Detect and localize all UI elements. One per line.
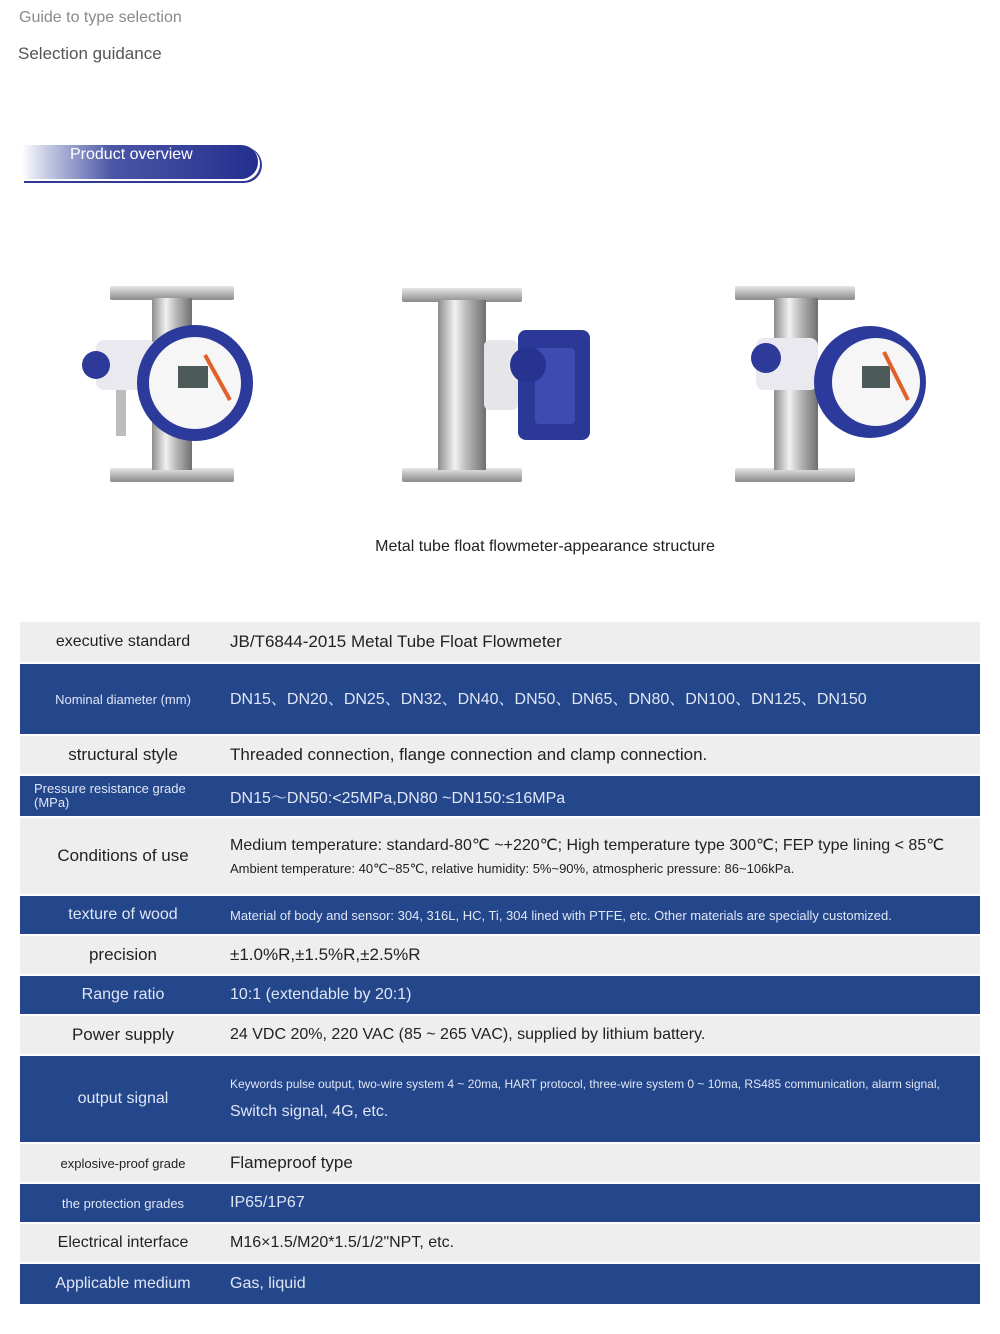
spec-row-range: [20, 976, 980, 1016]
figure-caption: Metal tube float flowmeter-appearance structure: [375, 538, 715, 555]
flowmeter-images: [0, 270, 1000, 500]
spec-row-precision: [20, 936, 980, 976]
spec-key: Power supply: [71, 1025, 175, 1044]
spec-row-diameter: [20, 664, 980, 736]
spec-key: output signal: [77, 1090, 169, 1107]
spec-key: texture of wood: [68, 906, 178, 923]
spec-value: DN15～DN50:<25MPa,DN80 ~DN150:≤16MPa: [230, 789, 566, 807]
spec-value: Keywords pulse output, two-wire system 4 ~ 20ma, HART protocol, three-wire system 0 ~ 10ma, RS485 communication, alarm signal,: [230, 1077, 940, 1091]
flowmeter-front-view: [82, 286, 253, 482]
spec-value-group: [212, 1077, 980, 1121]
spec-key: precision: [88, 945, 158, 964]
spec-value: Flameproof type: [230, 1153, 353, 1172]
spec-row-interface: [20, 1224, 980, 1264]
spec-key: Range ratio: [81, 986, 165, 1003]
spec-row-explosion: [20, 1144, 980, 1184]
spec-row-conditions: [20, 818, 980, 896]
flowmeter-side-view: [402, 288, 590, 482]
spec-value: IP65/1P67: [230, 1194, 305, 1211]
product-overview-tab: [22, 145, 258, 179]
spec-value: M16×1.5/M20*1.5/1/2"NPT, etc.: [230, 1234, 455, 1251]
spec-row-output: [20, 1056, 980, 1144]
spec-key: Electrical interface: [57, 1234, 189, 1251]
spec-value: 24 VDC 20%, 220 VAC (85 ~ 265 VAC), supplied by lithium battery.: [230, 1026, 706, 1043]
spec-table: [20, 622, 980, 1306]
spec-key: Applicable medium: [55, 1275, 191, 1292]
spec-value-group: [212, 835, 980, 877]
spec-value: ±1.0%R,±1.5%R,±2.5%R: [230, 945, 421, 964]
spec-value-secondary: Switch signal, 4G, etc.: [230, 1103, 389, 1120]
spec-row-power: [20, 1016, 980, 1056]
spec-key: Pressure resistance grade (MPa): [34, 781, 186, 810]
spec-key: executive standard: [55, 633, 191, 650]
spec-key: Conditions of use: [57, 846, 189, 865]
spec-row-structure: [20, 736, 980, 776]
spec-row-material: [20, 896, 980, 936]
spec-row-medium: [20, 1264, 980, 1306]
spec-row-pressure: [20, 776, 980, 818]
spec-value: 10:1 (extendable by 20:1): [230, 986, 412, 1003]
spec-key: explosive-proof grade: [60, 1155, 186, 1171]
flowmeter-angled-view: [735, 286, 926, 482]
spec-value: Threaded connection, flange connection and clamp connection.: [230, 745, 708, 764]
spec-value: Gas, liquid: [230, 1275, 306, 1292]
spec-key: Nominal diameter (mm): [55, 691, 191, 707]
spec-row-standard: [20, 622, 980, 664]
spec-key: structural style: [68, 745, 178, 764]
product-overview-label: Product overview: [70, 146, 193, 163]
spec-row-protection: [20, 1184, 980, 1224]
spec-value: JB/T6844-2015 Metal Tube Float Flowmeter: [230, 632, 562, 651]
spec-value: Medium temperature: standard-80℃ ~+220℃; High temperature type 300℃; FEP type lining < 85℃: [230, 837, 945, 854]
spec-value: Material of body and sensor: 304, 316L, HC, Ti, 304 lined with PTFE, etc. Other materials are specially customized.: [230, 907, 892, 923]
spec-key: the protection grades: [61, 1195, 185, 1211]
spec-value-secondary: Ambient temperature: 40℃~85℃, relative humidity: 5%~90%, atmospheric pressure: 86~106kPa.: [230, 861, 795, 876]
selection-guidance-title: Selection guidance: [18, 44, 162, 63]
guide-subtitle: Guide to type selection: [19, 9, 182, 26]
spec-value: DN15、DN20、DN25、DN32、DN40、DN50、DN65、DN80、DN100、DN125、DN150: [230, 690, 867, 708]
